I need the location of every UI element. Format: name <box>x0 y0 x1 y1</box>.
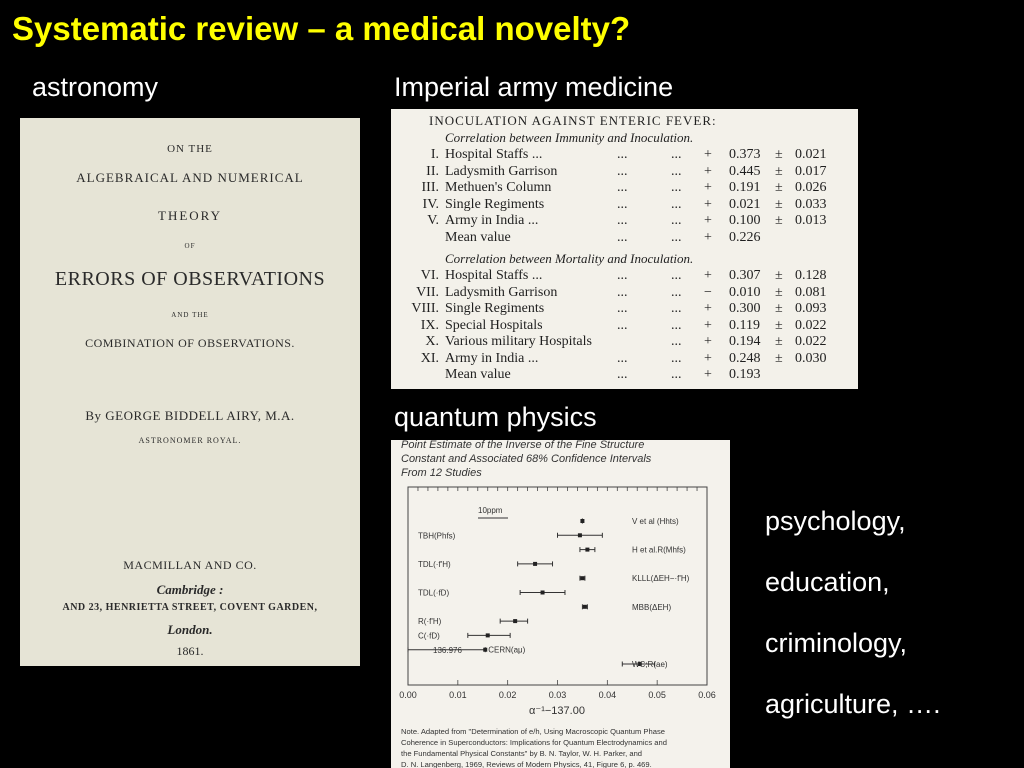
cell-val: 0.248 <box>729 350 761 366</box>
cell-val: 0.307 <box>729 268 761 283</box>
cell-label: Hospital Staffs ... <box>445 268 543 283</box>
cell-val: 0.226 <box>729 229 761 245</box>
cell-err: 0.022 <box>795 334 827 349</box>
cell-err: 0.013 <box>795 213 827 228</box>
annotation-label: 136.976 <box>433 646 462 655</box>
x-tick-label: 0.04 <box>598 690 617 700</box>
cell-label: Single Regiments <box>445 196 545 212</box>
slide-title: Systematic review – a medical novelty? <box>12 10 631 47</box>
chart-note-line: Note. Adapted from "Determination of e/h, Using Macroscopic Quantum Phase <box>401 727 665 736</box>
data-point <box>513 619 517 623</box>
cell-d1: ... <box>617 367 628 382</box>
cell-d2: ... <box>671 268 682 283</box>
cell-num: VII. <box>416 284 439 300</box>
study-label: H et al.R(Mhfs) <box>632 545 686 555</box>
cell-label: Various military Hospitals <box>445 334 592 349</box>
study-label: C(·fD) <box>418 631 440 641</box>
cell-err: 0.128 <box>795 268 827 283</box>
cell-d1: ... <box>617 317 628 333</box>
x-tick-label: 0.05 <box>648 690 666 700</box>
study-label: WC;R(ae) <box>632 660 668 669</box>
cell-sign: + <box>704 301 712 316</box>
cell-num: V. <box>427 213 439 228</box>
book-line: AND THE <box>171 311 209 319</box>
fine-structure-chart <box>391 440 730 768</box>
book-line: THEORY <box>158 208 222 223</box>
cell-d2: ... <box>671 284 682 300</box>
cell-num: II. <box>426 163 439 179</box>
cell-d1: ... <box>617 284 628 300</box>
cell-num: I. <box>430 147 439 162</box>
cell-num: X. <box>425 334 439 349</box>
study-label: CERN(aμ) <box>488 645 526 655</box>
book-line: Cambridge : <box>156 582 224 597</box>
cell-d2: ... <box>671 367 682 382</box>
data-point <box>585 548 589 552</box>
cell-sign: + <box>704 229 712 245</box>
cell-pm: ± <box>775 147 783 162</box>
cell-d2: ... <box>671 196 682 212</box>
cell-d1: ... <box>617 163 628 179</box>
book-line: ASTRONOMER ROYAL. <box>138 436 242 445</box>
book-line: COMBINATION OF OBSERVATIONS. <box>85 336 295 350</box>
x-tick-label: 0.02 <box>498 690 517 700</box>
cell-sign: − <box>704 284 712 300</box>
cell-sign: + <box>704 196 712 212</box>
inoculation-table <box>391 109 858 389</box>
cell-val: 0.193 <box>729 367 761 382</box>
study-label: V et al (Hhts) <box>632 517 679 526</box>
fields-list <box>765 506 941 750</box>
cell-sign: + <box>704 350 712 366</box>
cell-d2: ... <box>671 334 682 349</box>
data-point <box>486 633 490 637</box>
cell-d2: ... <box>671 350 682 366</box>
cell-err: 0.026 <box>795 180 827 195</box>
cell-d1: ... <box>617 268 628 283</box>
book-line: ON THE <box>167 143 213 155</box>
chart-title-line: Constant and Associated 68% Confidence Intervals <box>401 453 652 465</box>
cell-sign: + <box>704 147 712 162</box>
cell-sign: + <box>704 180 712 195</box>
study-label: TDL(·f'H) <box>418 559 451 569</box>
cell-d2: ... <box>671 301 682 316</box>
chart-note-line: the Fundamental Physical Constants" by B. N. Taylor, W. H. Parker, and <box>401 749 643 758</box>
cell-d2: ... <box>671 180 682 195</box>
list-item: criminology, <box>765 628 908 658</box>
data-point <box>483 648 487 652</box>
list-item: psychology, <box>765 506 906 536</box>
scale-label: 10ppm <box>478 506 503 515</box>
cell-pm: ± <box>775 350 783 366</box>
cell-num: XI. <box>420 350 439 366</box>
cell-err: 0.017 <box>795 163 827 179</box>
x-tick-label: 0.00 <box>399 690 417 700</box>
study-label: R(·f'H) <box>418 617 442 627</box>
cell-d1: ... <box>617 229 628 245</box>
cell-d1: ... <box>617 213 628 228</box>
data-point <box>578 533 582 537</box>
cell-val: 0.445 <box>729 163 761 179</box>
x-tick-label: 0.03 <box>548 690 567 700</box>
chart-note-line: Coherence in Superconductors: Implications for Quantum Electrodynamics and <box>401 738 667 747</box>
book-author: By GEORGE BIDDELL AIRY, M.A. <box>85 408 295 423</box>
section-heading: Correlation between Immunity and Inoculation. <box>445 130 694 145</box>
x-tick-label: 0.06 <box>698 690 716 700</box>
cell-pm: ± <box>775 180 783 195</box>
cell-label: Methuen's Column <box>445 180 552 195</box>
data-point <box>533 562 537 566</box>
cell-sign: + <box>704 334 712 349</box>
cell-val: 0.010 <box>729 284 761 300</box>
cell-pm: ± <box>775 301 783 316</box>
book-line: ALGEBRAICAL AND NUMERICAL <box>76 170 304 185</box>
list-item: agriculture, …. <box>765 689 941 719</box>
cell-pm: ± <box>775 317 783 333</box>
cell-err: 0.093 <box>795 301 827 316</box>
cell-sign: + <box>704 367 712 382</box>
cell-d1: ... <box>617 196 628 212</box>
study-label: TBH(Phfs) <box>418 531 456 541</box>
caption-army-medicine: Imperial army medicine <box>394 72 674 102</box>
book-publisher: MACMILLAN AND CO. <box>123 558 257 572</box>
cell-d2: ... <box>671 229 682 245</box>
cell-label: Hospital Staffs ... <box>445 147 543 162</box>
cell-val: 0.119 <box>729 317 760 333</box>
cell-label: Single Regiments <box>445 301 545 316</box>
study-label: TDL(·fD) <box>418 588 450 598</box>
caption-quantum-physics: quantum physics <box>394 402 597 432</box>
section-heading: Correlation between Mortality and Inoculation. <box>445 251 694 266</box>
cell-d2: ... <box>671 213 682 228</box>
cell-label: Army in India ... <box>445 350 539 366</box>
cell-num: IV. <box>422 196 439 212</box>
data-point <box>583 605 587 609</box>
cell-d2: ... <box>671 163 682 179</box>
x-tick-label: 0.01 <box>449 690 467 700</box>
book-line: OF <box>184 242 196 250</box>
cell-sign: + <box>704 163 712 179</box>
cell-d1: ... <box>617 350 628 366</box>
cell-val: 0.021 <box>729 196 761 212</box>
cell-val: 0.194 <box>729 334 761 349</box>
x-axis-label: α⁻¹−137.00 <box>529 705 585 717</box>
book-line: AND 23, HENRIETTA STREET, COVENT GARDEN, <box>62 602 318 613</box>
cell-pm: ± <box>775 163 783 179</box>
cell-err: 0.021 <box>795 147 827 162</box>
cell-err: 0.081 <box>795 284 827 300</box>
cell-err: 0.022 <box>795 317 827 333</box>
cell-pm: ± <box>775 268 783 283</box>
list-item: education, <box>765 567 890 597</box>
table-title: INOCULATION AGAINST ENTERIC FEVER: <box>429 113 717 128</box>
cell-label: Ladysmith Garrison <box>445 284 558 300</box>
data-point <box>580 576 584 580</box>
cell-d1: ... <box>617 147 628 162</box>
book-year: 1861. <box>176 644 204 658</box>
cell-num: VIII. <box>411 301 439 316</box>
data-point <box>580 519 584 523</box>
cell-num: IX. <box>420 317 439 333</box>
cell-label: Mean value <box>445 229 511 245</box>
cell-num: VI. <box>420 268 439 283</box>
chart-title-line: From 12 Studies <box>401 467 482 479</box>
cell-label: Army in India ... <box>445 213 539 228</box>
cell-sign: + <box>704 268 712 283</box>
cell-pm: ± <box>775 334 783 349</box>
study-label: MBB(ΔEH) <box>632 602 672 612</box>
cell-pm: ± <box>775 196 783 212</box>
book-line: London. <box>167 622 213 637</box>
cell-err: 0.033 <box>795 196 827 212</box>
chart-title-line: Point Estimate of the Inverse of the Fine Structure <box>401 440 645 451</box>
caption-astronomy: astronomy <box>32 72 159 102</box>
chart-note-line: D. N. Langenberg, 1969, Reviews of Modern Physics, 41, Figure 6, p. 469. <box>401 760 652 768</box>
chart-svg <box>391 440 730 768</box>
cell-sign: + <box>704 213 712 228</box>
cell-val: 0.191 <box>729 180 761 195</box>
cell-val: 0.100 <box>729 213 761 228</box>
cell-label: Ladysmith Garrison <box>445 163 558 179</box>
cell-d2: ... <box>671 147 682 162</box>
cell-pm: ± <box>775 213 783 228</box>
cell-d1: ... <box>617 180 628 195</box>
data-point <box>541 591 545 595</box>
cell-sign: + <box>704 317 712 333</box>
cell-num: III. <box>421 180 439 195</box>
book-main-title: ERRORS OF OBSERVATIONS <box>54 268 326 290</box>
cell-label: Mean value <box>445 367 511 382</box>
cell-err: 0.030 <box>795 350 827 366</box>
cell-d1: ... <box>617 301 628 316</box>
cell-val: 0.300 <box>729 301 761 316</box>
book-title-page <box>20 118 360 666</box>
cell-val: 0.373 <box>729 147 761 162</box>
study-label: KLLL(ΔEH−·f'H) <box>632 574 690 584</box>
cell-d2: ... <box>671 317 682 333</box>
cell-pm: ± <box>775 284 783 300</box>
cell-label: Special Hospitals <box>445 317 543 333</box>
